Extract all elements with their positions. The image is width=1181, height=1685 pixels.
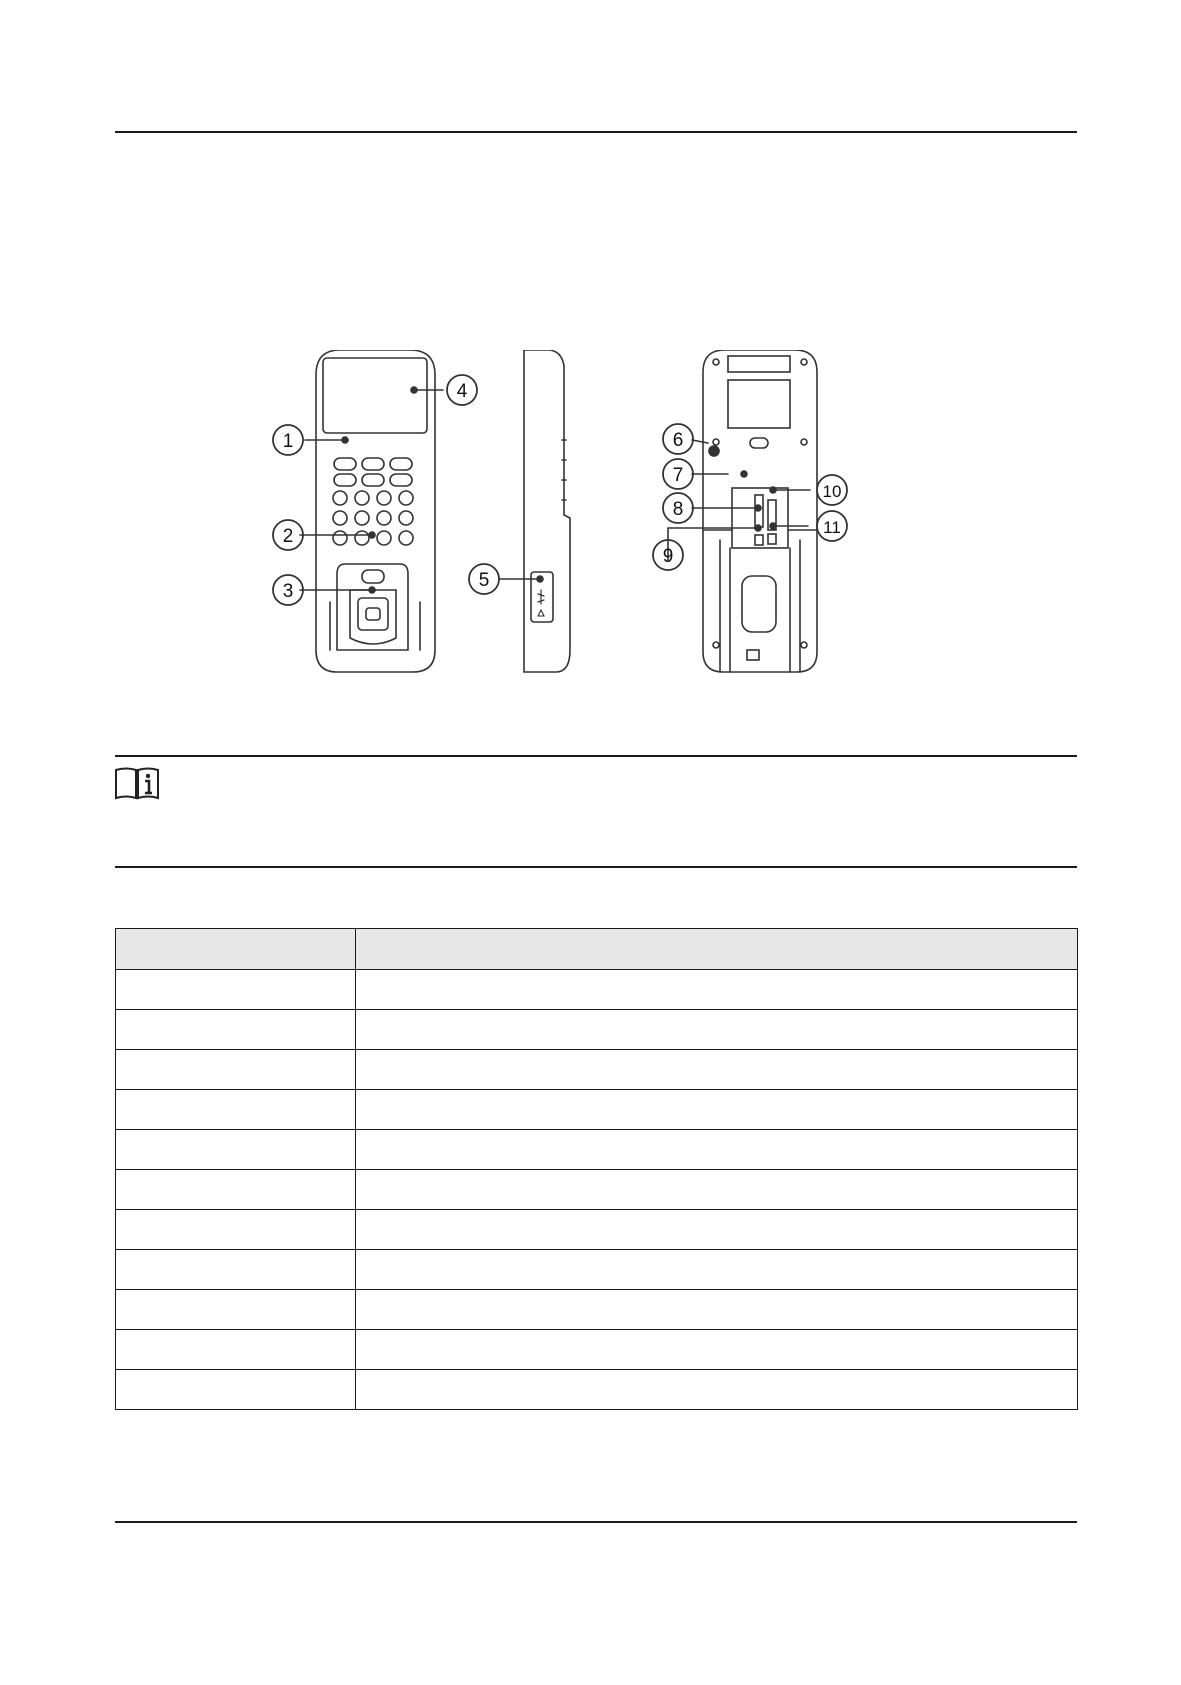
table-cell: [356, 1330, 1078, 1370]
header-rule: [115, 131, 1077, 133]
table-row: [116, 1210, 1078, 1250]
table-cell: [116, 1170, 356, 1210]
tamper-button: [709, 446, 719, 456]
table-row: [116, 1170, 1078, 1210]
device-side-view: [524, 350, 570, 672]
table-row: [116, 970, 1078, 1010]
indicator-light: [362, 570, 384, 583]
footer-rule: [115, 1521, 1077, 1523]
table-cell: [116, 1210, 356, 1250]
device-diagram: [250, 350, 930, 710]
table-row: [116, 1370, 1078, 1410]
table-header-no: [116, 929, 356, 970]
cable-exit: [747, 650, 759, 660]
callout-4: 4: [456, 381, 468, 402]
table-cell: [356, 1090, 1078, 1130]
note-bottom-rule: [115, 866, 1077, 868]
table-cell: [356, 1050, 1078, 1090]
callout-8: 8: [672, 499, 684, 520]
table-row: [116, 1050, 1078, 1090]
note-top-rule: [115, 755, 1077, 757]
table-row: [116, 1010, 1078, 1050]
table-cell: [116, 1010, 356, 1050]
table-cell: [356, 1250, 1078, 1290]
note-book-info-icon: [114, 766, 162, 800]
callout-7: 7: [672, 465, 684, 486]
table-row: [116, 1250, 1078, 1290]
display-screen: [323, 358, 427, 433]
callout-5: 5: [478, 570, 490, 591]
callout-3: 3: [282, 581, 294, 602]
table-cell: [116, 1330, 356, 1370]
table-row: [116, 1090, 1078, 1130]
callout-6: 6: [672, 430, 684, 451]
table-cell: [116, 970, 356, 1010]
table-cell: [356, 1010, 1078, 1050]
table-cell: [356, 970, 1078, 1010]
table-cell: [356, 1370, 1078, 1410]
callout-2: 2: [282, 526, 294, 547]
callout-9: 9: [662, 546, 674, 567]
table-header-description: [356, 929, 1078, 970]
table-cell: [116, 1290, 356, 1330]
device-front-view: [316, 350, 435, 672]
table-cell: [116, 1250, 356, 1290]
table-cell: [356, 1130, 1078, 1170]
table-row: [116, 1330, 1078, 1370]
table-cell: [356, 1290, 1078, 1330]
callout-10: 10: [822, 482, 842, 501]
table-cell: [116, 1370, 356, 1410]
function-keys: [334, 458, 412, 486]
table-cell: [356, 1210, 1078, 1250]
table-cell: [116, 1090, 356, 1130]
callout-1: 1: [282, 431, 294, 452]
table-header-row: [116, 929, 1078, 970]
table-cell: [116, 1130, 356, 1170]
component-table: [115, 928, 1078, 1410]
callout-leaders: [300, 387, 810, 593]
table-row: [116, 1130, 1078, 1170]
table-cell: [356, 1170, 1078, 1210]
callout-11: 11: [823, 518, 841, 537]
wiring-panel: [732, 488, 788, 548]
table-row: [116, 1290, 1078, 1330]
table-cell: [116, 1050, 356, 1090]
